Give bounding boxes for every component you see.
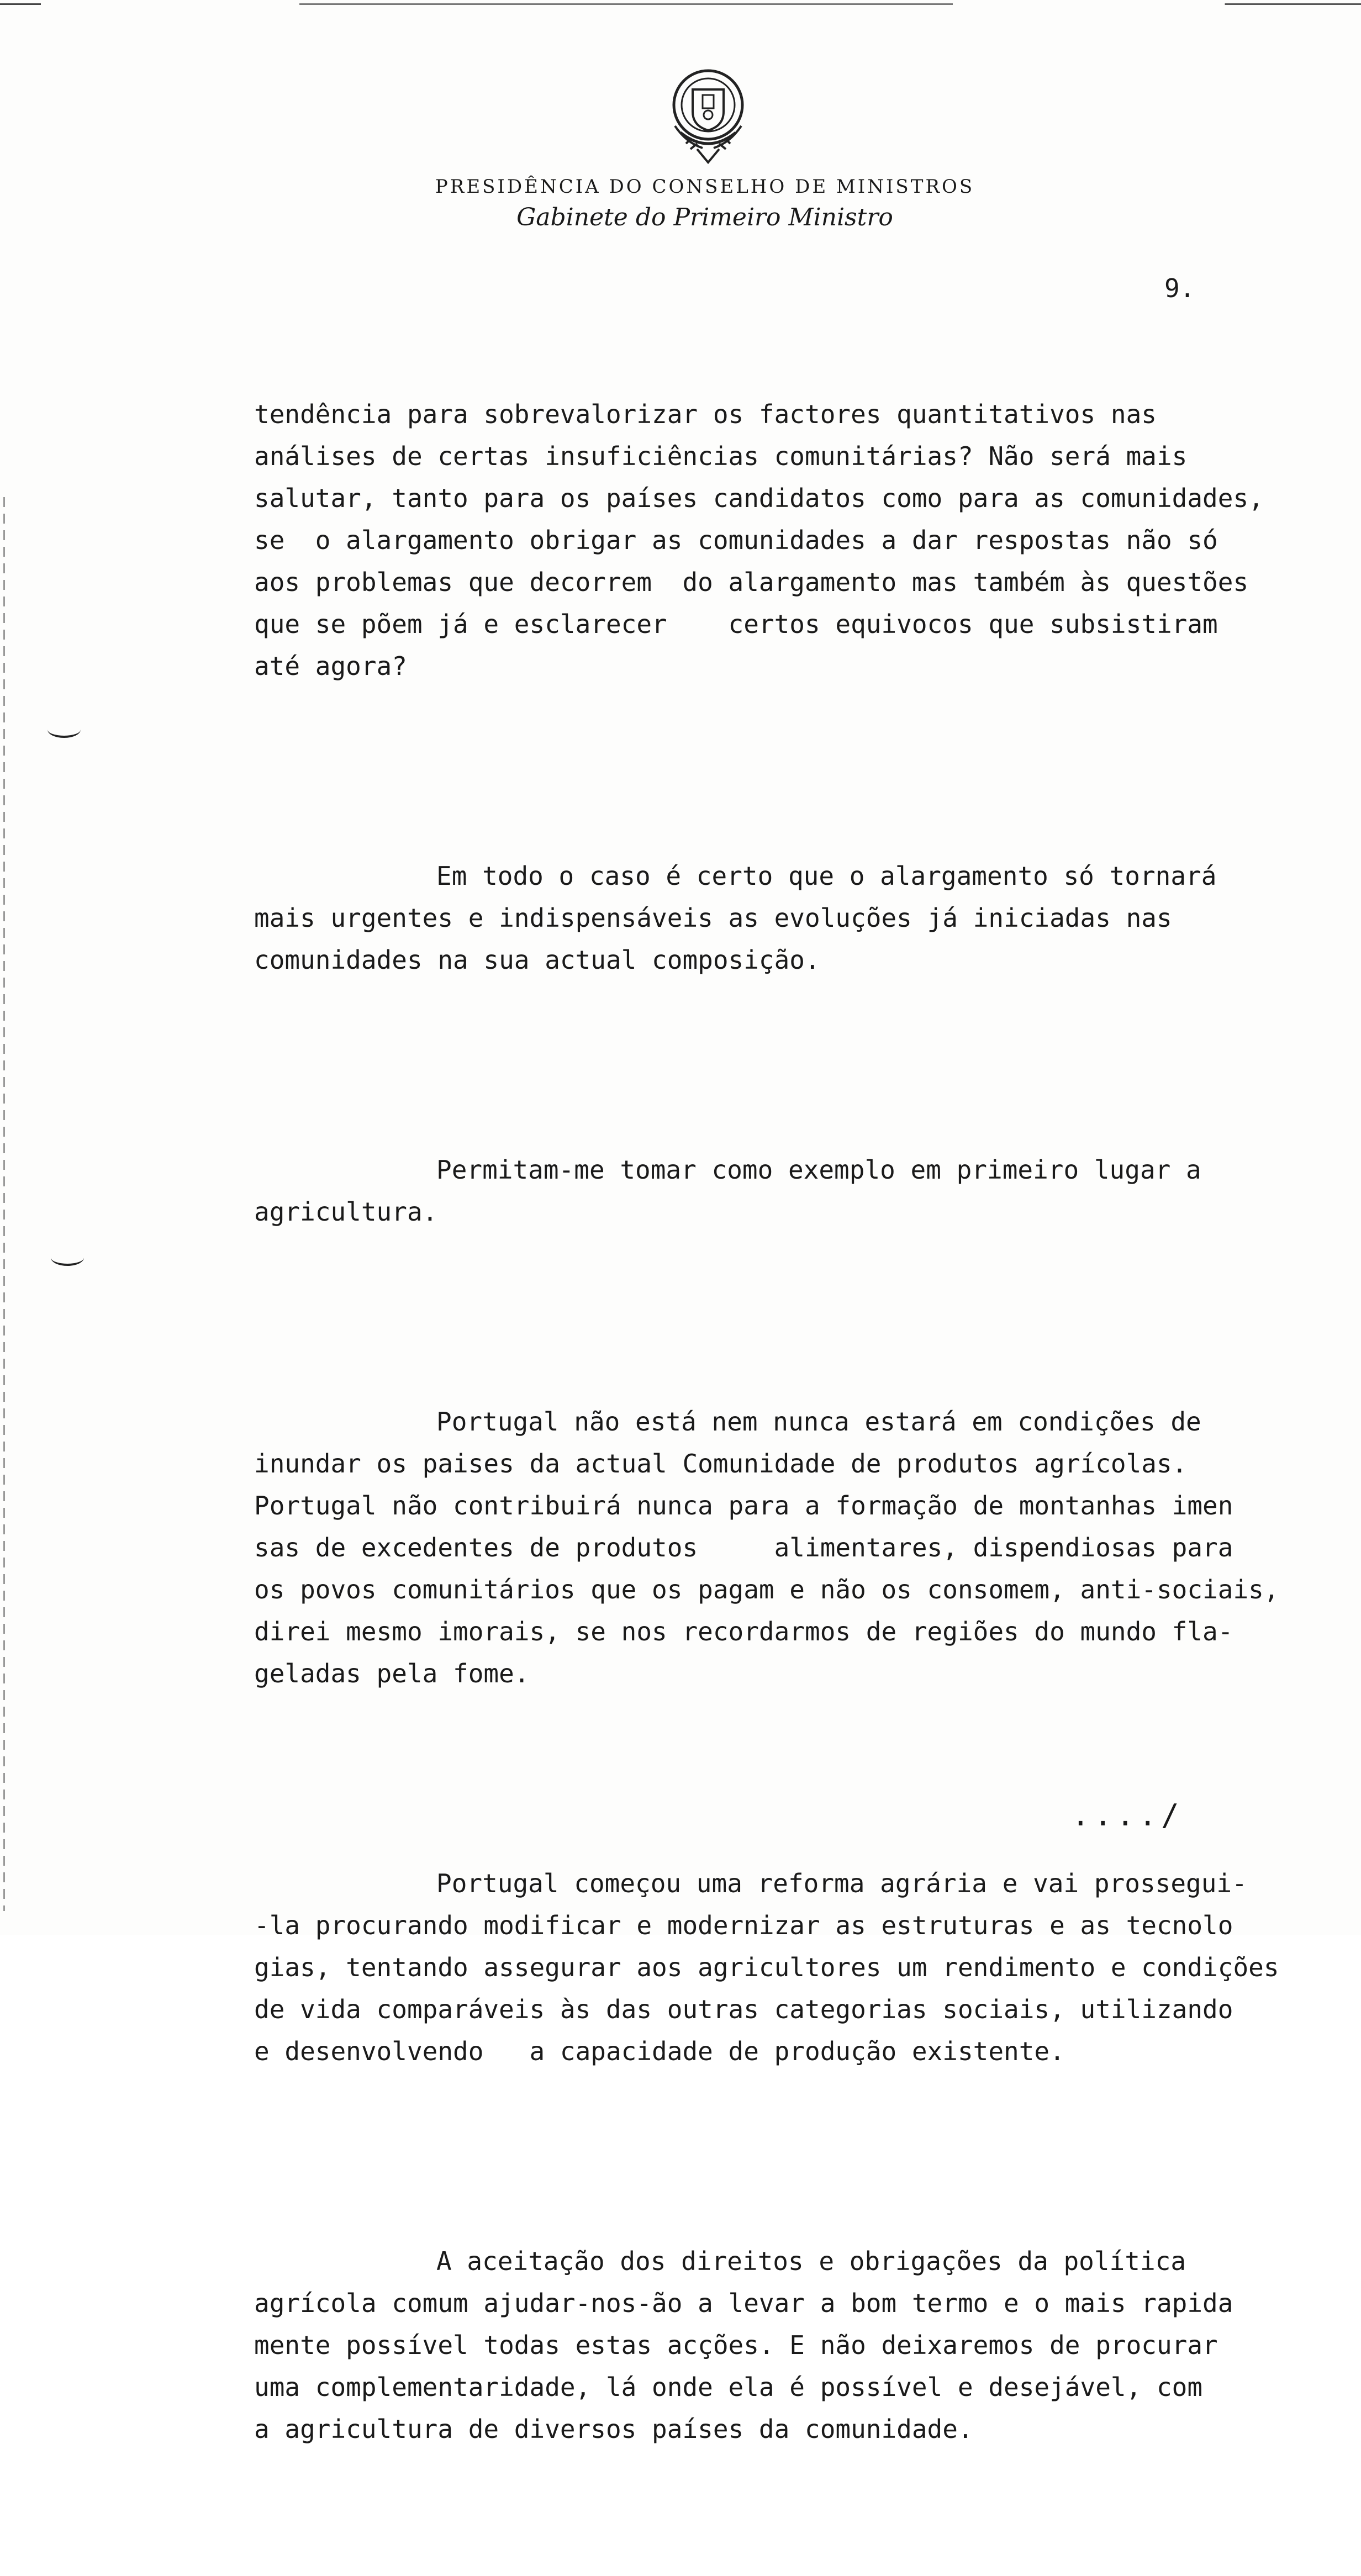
text-line: até agora? <box>254 651 407 681</box>
text-line: Portugal começou uma reforma agrária e vai prossegui- <box>436 1868 1247 1898</box>
paragraph-3 <box>254 1149 1348 1233</box>
text-line: aos problemas que decorrem do alargamento mas também às questões <box>254 567 1249 597</box>
text-line: e desenvolvendo a capacidade de produção existente. <box>254 2036 1065 2066</box>
paragraph-2 <box>254 855 1348 981</box>
text-line: Portugal não contribuirá nunca para a formação de montanhas imen <box>254 1491 1233 1521</box>
text-line: comunidades na sua actual composição. <box>254 945 820 975</box>
text-line: -la procurando modificar e modernizar as estruturas e as tecnolo <box>254 1910 1233 1940</box>
document-body <box>254 309 1348 2576</box>
page-number: 9. <box>1164 273 1195 303</box>
text-line: gias, tentando assegurar aos agricultores um rendimento e condições <box>254 1952 1279 1982</box>
text-line: agrícola comum ajudar-nos-ão a levar a bom termo e o mais rapida <box>254 2288 1233 2318</box>
text-line: Permitam-me tomar como exemplo em primeiro lugar a <box>436 1155 1201 1185</box>
text-line: que se põem já e esclarecer certos equivocos que subsistiram <box>254 609 1218 639</box>
margin-punch-mark <box>48 721 81 738</box>
paragraph-6 <box>254 2240 1348 2450</box>
text-line: Portugal não está nem nunca estará em condições de <box>436 1407 1201 1437</box>
paragraph-1 <box>254 393 1348 687</box>
continuation-mark: ..../ <box>1072 1798 1184 1833</box>
office-name: Gabinete do Primeiro Ministro <box>516 203 893 231</box>
left-binding-edge <box>3 497 5 1911</box>
text-line: tendência para sobrevalorizar os factores quantitativos nas <box>254 399 1157 429</box>
text-line: mais urgentes e indispensáveis as evoluções já iniciadas nas <box>254 903 1172 933</box>
text-line: sas de excedentes de produtos alimentares, dispendiosas para <box>254 1533 1233 1563</box>
text-line: agricultura. <box>254 1197 438 1227</box>
text-line: Em todo o caso é certo que o alargamento só tornará <box>436 861 1217 891</box>
text-line: A aceitação dos direitos e obrigações da política <box>436 2246 1186 2276</box>
institution-name: PRESIDÊNCIA DO CONSELHO DE MINISTROS <box>435 176 975 198</box>
letterhead <box>0 55 1361 303</box>
paragraph-4 <box>254 1401 1348 1695</box>
text-line: geladas pela fome. <box>254 1659 530 1688</box>
text-line: uma complementaridade, lá onde ela é possível e desejável, com <box>254 2372 1203 2402</box>
text-line: se o alargamento obrigar as comunidades a dar respostas não só <box>254 525 1218 555</box>
margin-punch-mark <box>51 1249 84 1266</box>
text-line: análises de certas insuficiências comunitárias? Não será mais <box>254 441 1188 471</box>
text-line: direi mesmo imorais, se nos recordarmos de regiões do mundo fla- <box>254 1617 1233 1646</box>
text-line: a agricultura de diversos países da comunidade. <box>254 2414 973 2444</box>
text-line: inundar os paises da actual Comunidade de produtos agrícolas. <box>254 1449 1188 1479</box>
text-line: de vida comparáveis às das outras categorias sociais, utilizando <box>254 1994 1233 2024</box>
paragraph-5 <box>254 1862 1348 2072</box>
text-line: salutar, tanto para os países candidatos como para as comunidades, <box>254 483 1264 513</box>
top-edge-rule <box>0 3 1361 5</box>
text-line: os povos comunitários que os pagam e não os consomem, anti-sociais, <box>254 1575 1279 1604</box>
coat-of-arms-icon <box>658 61 758 171</box>
text-line: mente possível todas estas acções. E não deixaremos de procurar <box>254 2330 1218 2360</box>
